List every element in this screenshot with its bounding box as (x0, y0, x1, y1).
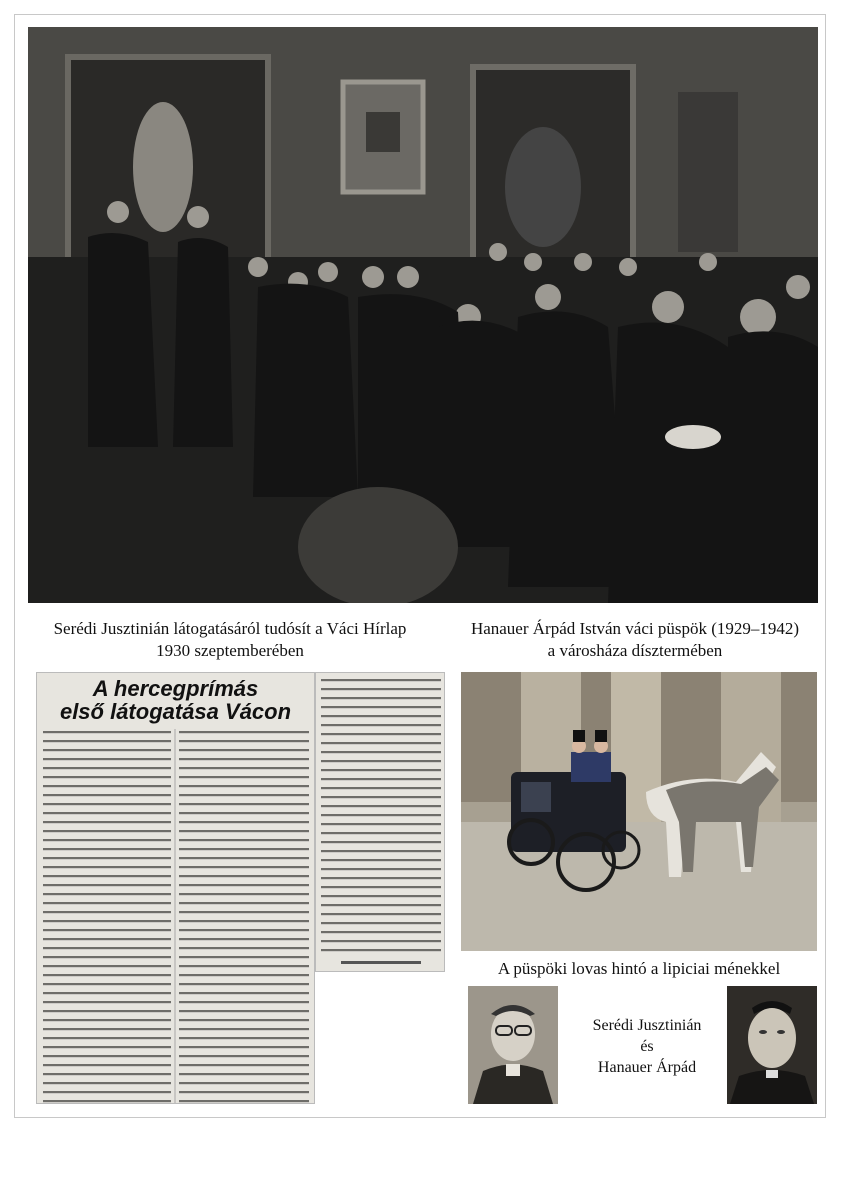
portrait-seredi (468, 986, 558, 1104)
newspaper-clipping (36, 672, 315, 1104)
clipping-title-line1: A hercegprímás (92, 676, 259, 701)
clipping-text-lines (37, 729, 315, 1104)
names-caption-line1: Serédi Jusztinián (592, 1017, 702, 1034)
names-caption-line3: Hanauer Árpád (597, 1059, 697, 1076)
clipping-title-line2: első látogatása Vácon (59, 699, 292, 724)
newspaper-clipping-continued (315, 672, 445, 972)
right-caption-line1: Hanauer Árpád István váci püspök (1929–1942) (470, 619, 800, 638)
names-caption (565, 1015, 729, 1078)
left-caption-line1: Serédi Jusztinián látogatásáról tudósít a Váci Hírlap (53, 619, 407, 638)
right-caption (440, 618, 830, 662)
carriage-photo (461, 672, 817, 951)
hall-photo (28, 27, 818, 603)
names-caption-line2: és (640, 1038, 654, 1055)
portrait-hanauer (727, 986, 817, 1104)
right-caption-line2: a városháza dísztermében (547, 641, 723, 660)
carriage-caption: A püspöki lovas hintó a lipiciai ménekkel (497, 959, 781, 978)
left-caption (30, 618, 430, 662)
left-caption-line2: 1930 szeptemberében (156, 641, 304, 660)
clipping-title (39, 677, 312, 723)
clipping-continued-text-lines (316, 673, 445, 972)
